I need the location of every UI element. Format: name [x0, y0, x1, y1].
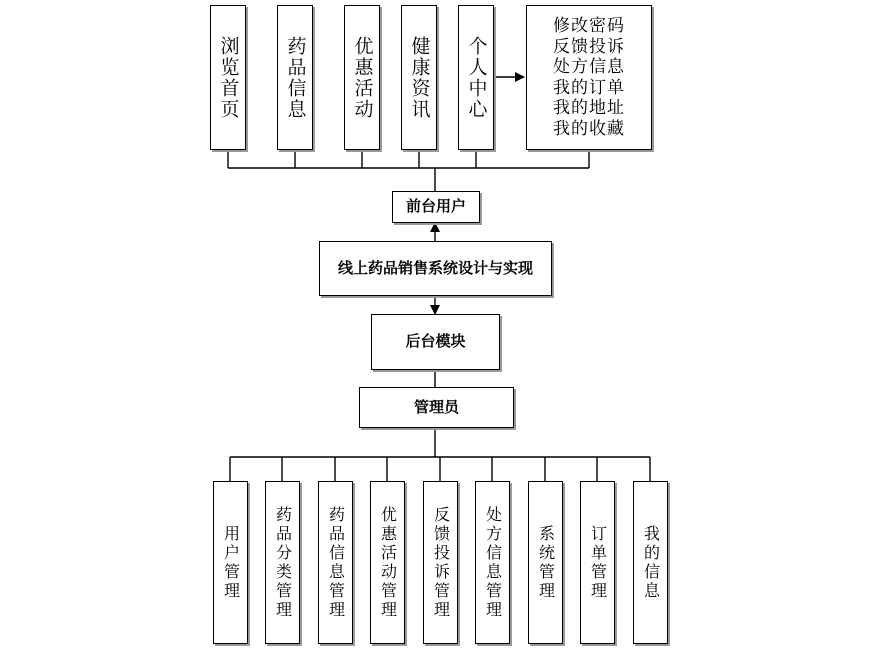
front-item-promotions — [344, 5, 380, 150]
back-item-label: 处方信息管理 — [483, 505, 503, 620]
sublist-item: 修改密码 — [553, 16, 625, 36]
back-item-promotion-mgmt — [370, 481, 405, 644]
back-item-user-mgmt — [213, 481, 248, 644]
frontend-user-label: 前台用户 — [405, 197, 466, 216]
sublist-item: 我的订单 — [553, 77, 625, 98]
back-item-prescription-mgmt — [475, 481, 510, 644]
sublist-item: 我的地址 — [553, 98, 625, 118]
system-title: 线上药品销售系统设计与实现 — [337, 258, 533, 277]
sublist-item: 我的收藏 — [553, 118, 625, 139]
front-item-label: 个人中心 — [465, 35, 488, 120]
admin-node — [359, 387, 514, 428]
system-title-node — [319, 241, 552, 296]
back-item-my-info — [633, 481, 668, 644]
front-item-personal-center — [458, 5, 494, 150]
back-item-feedback-mgmt — [423, 481, 458, 644]
back-item-system-mgmt — [528, 481, 563, 644]
backend-module-node — [371, 314, 500, 370]
back-item-label: 用户管理 — [221, 524, 241, 601]
front-item-label: 优惠活动 — [351, 35, 374, 120]
front-item-label: 浏览首页 — [217, 35, 240, 120]
back-item-label: 反馈投诉管理 — [431, 505, 451, 620]
back-item-label: 药品分类管理 — [273, 505, 293, 620]
front-item-health-news — [401, 5, 437, 150]
backend-module-label: 后台模块 — [405, 332, 466, 351]
back-item-label: 优惠活动管理 — [378, 505, 398, 620]
back-item-label: 我的信息 — [641, 524, 661, 601]
front-item-browse-home — [210, 5, 246, 150]
admin-label: 管理员 — [413, 397, 459, 416]
front-item-label: 健康资讯 — [408, 35, 431, 120]
back-item-drug-info-mgmt — [318, 481, 353, 644]
back-item-label: 系统管理 — [536, 524, 556, 601]
front-item-label: 药品信息 — [284, 35, 307, 120]
front-item-drug-info — [277, 5, 313, 150]
personal-center-sublist — [526, 5, 652, 150]
back-item-drug-category-mgmt — [265, 481, 300, 644]
frontend-user-node — [392, 191, 480, 223]
sublist-item: 反馈投诉 — [553, 36, 625, 57]
back-item-label: 药品信息管理 — [326, 505, 346, 620]
back-item-order-mgmt — [580, 481, 615, 644]
sublist-item: 处方信息 — [553, 57, 625, 77]
back-item-label: 订单管理 — [588, 524, 608, 601]
